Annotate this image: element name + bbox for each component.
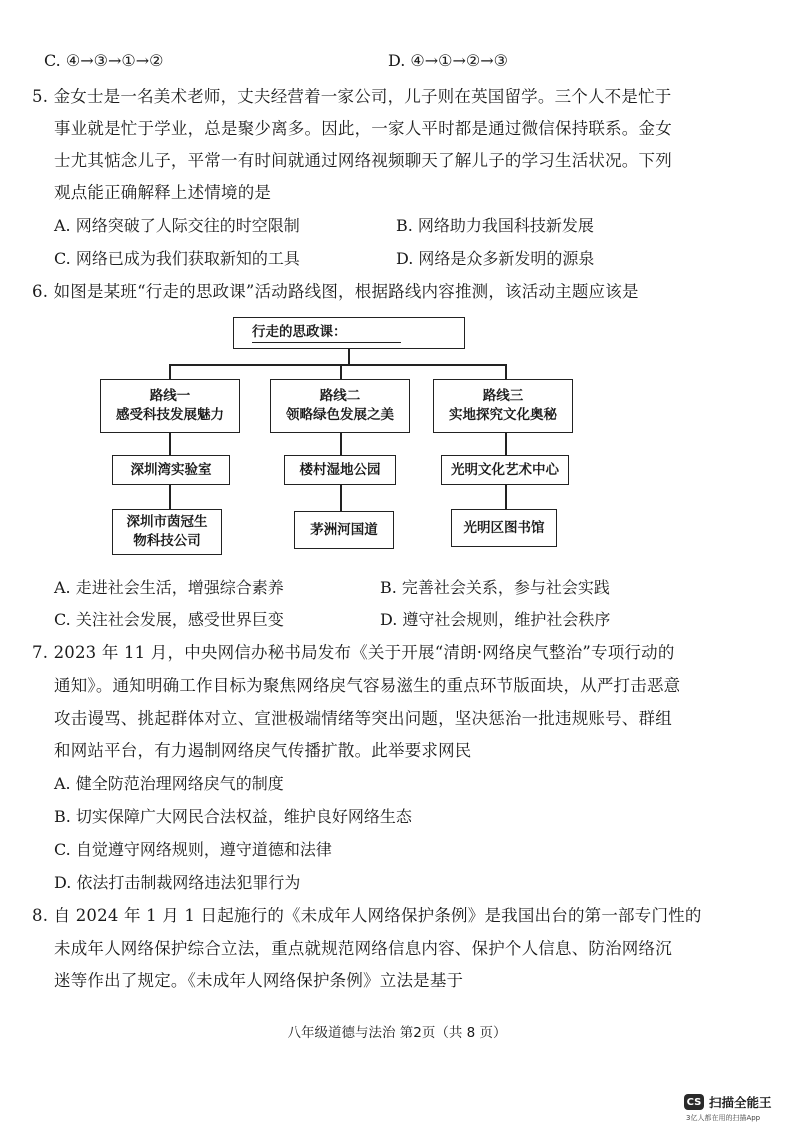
camscanner-name: 扫描全能王 xyxy=(709,1095,772,1110)
q5-option-d: D. 网络是众多新发明的源泉 xyxy=(396,249,595,268)
q7-line-4: 和网站平台，有力遏制网络戾气传播扩散。此举要求网民 xyxy=(54,741,472,760)
route-2-stop-1-label: 楼村湿地公园 xyxy=(299,461,381,478)
q5-option-c: C. 网络已成为我们获取新知的工具 xyxy=(54,249,300,268)
q4-option-d: D. ④→①→②→③ xyxy=(388,51,509,70)
q6-option-d: D. 遵守社会规则，维护社会秩序 xyxy=(380,610,611,629)
connector xyxy=(505,433,507,455)
q5-line-1: 5. 金女士是一名美术老师，丈夫经营着一家公司，儿子则在英国留学。三个人不是忙于 xyxy=(32,87,672,106)
route-3-stop-1 xyxy=(441,455,569,485)
q5-option-b: B. 网络助力我国科技新发展 xyxy=(396,216,594,235)
route-1-stop-2-line-2: 物科技公司 xyxy=(133,533,201,549)
q7-option-a: A. 健全防范治理网络戾气的制度 xyxy=(54,774,284,793)
q8-line-3: 迷等作出了规定。《未成年人网络保护条例》立法是基于 xyxy=(54,971,464,990)
connector xyxy=(505,364,507,380)
q7-line-2: 通知》。通知明确工作目标为聚焦网络戾气容易滋生的重点环节版面块，从严打击恶意 xyxy=(54,676,681,695)
route-3-subtitle: 实地探究文化奥秘 xyxy=(449,407,557,423)
connector xyxy=(169,364,171,380)
q6-option-c: C. 关注社会发展，感受世界巨变 xyxy=(54,610,284,629)
q7-line-3: 攻击谩骂、挑起群体对立、宣泄极端情绪等突出问题，坚决惩治一批违规账号、群组 xyxy=(54,709,672,728)
route-3-title: 路线三 xyxy=(482,388,524,404)
route-1-stop-1-label: 深圳湾实验室 xyxy=(130,461,212,478)
q5-line-4: 观点能正确解释上述情境的是 xyxy=(54,183,272,202)
q6-option-b: B. 完善社会关系，参与社会实践 xyxy=(380,578,610,597)
connector xyxy=(505,485,507,509)
q4-option-c: C. ④→③→①→② xyxy=(44,51,164,70)
connector xyxy=(340,433,342,455)
route-2-stop-2-label: 茅洲河国道 xyxy=(310,521,378,538)
route-2-subtitle: 领略绿色发展之美 xyxy=(286,407,394,423)
q6-option-a: A. 走进社会生活，增强综合素养 xyxy=(54,578,284,597)
route-3-stop-2-label: 光明区图书馆 xyxy=(463,519,545,536)
route-1-box xyxy=(100,379,240,433)
connector xyxy=(340,485,342,511)
q5-line-2: 事业就是忙于学业，总是聚少离多。因此，一家人平时都是通过微信保持联系。金女 xyxy=(54,119,672,138)
connector xyxy=(348,349,350,365)
q7-option-c: C. 自觉遵守网络规则，遵守道德和法律 xyxy=(54,840,332,859)
camscanner-logo-icon: CS xyxy=(684,1094,704,1110)
camscanner-tagline: 3亿人都在用的扫描App xyxy=(686,1114,761,1122)
q5-line-3: 士尤其惦念儿子，平常一有时间就通过网络视频聊天了解儿子的学习生活状况。下列 xyxy=(54,151,672,170)
diagram-title-box xyxy=(233,317,465,349)
route-1-stop-1 xyxy=(112,455,230,485)
route-1-stop-2 xyxy=(112,509,222,555)
q7-option-d: D. 依法打击制裁网络违法犯罪行为 xyxy=(54,873,301,892)
route-2-box xyxy=(270,379,410,433)
route-2-stop-2 xyxy=(294,511,394,549)
q5-option-a: A. 网络突破了人际交往的时空限制 xyxy=(54,216,300,235)
route-1-subtitle: 感受科技发展魅力 xyxy=(116,407,224,423)
q7-line-1: 7. 2023 年 11 月，中央网信办秘书局发布《关于开展“清朗·网络戾气整治”专项行动的 xyxy=(32,643,675,662)
route-3-box xyxy=(433,379,573,433)
route-2-stop-1 xyxy=(284,455,396,485)
q7-option-b: B. 切实保障广大网民合法权益，维护良好网络生态 xyxy=(54,807,412,826)
q8-line-1: 8. 自 2024 年 1 月 1 日起施行的《未成年人网络保护条例》是我国出台的第一部专门性的 xyxy=(32,906,702,925)
connector xyxy=(169,364,506,366)
q8-line-2: 未成年人网络保护综合立法，重点就规范网络信息内容、保护个人信息、防治网络沉 xyxy=(54,939,672,958)
connector xyxy=(169,433,171,455)
connector xyxy=(340,364,342,380)
q6-stem: 6. 如图是某班“行走的思政课”活动路线图，根据路线内容推测，该活动主题应该是 xyxy=(32,282,639,301)
route-3-stop-2 xyxy=(451,509,557,547)
route-3-stop-1-label: 光明文化艺术中心 xyxy=(451,461,559,478)
route-1-title: 路线一 xyxy=(149,388,191,404)
page-footer: 八年级道德与法治 第2页（共 8 页） xyxy=(287,1025,507,1041)
route-2-title: 路线二 xyxy=(319,388,361,404)
route-1-stop-2-line-1: 深圳市茵冠生 xyxy=(126,514,208,530)
connector xyxy=(169,485,171,509)
diagram-title: 行走的思政课： xyxy=(252,323,401,343)
